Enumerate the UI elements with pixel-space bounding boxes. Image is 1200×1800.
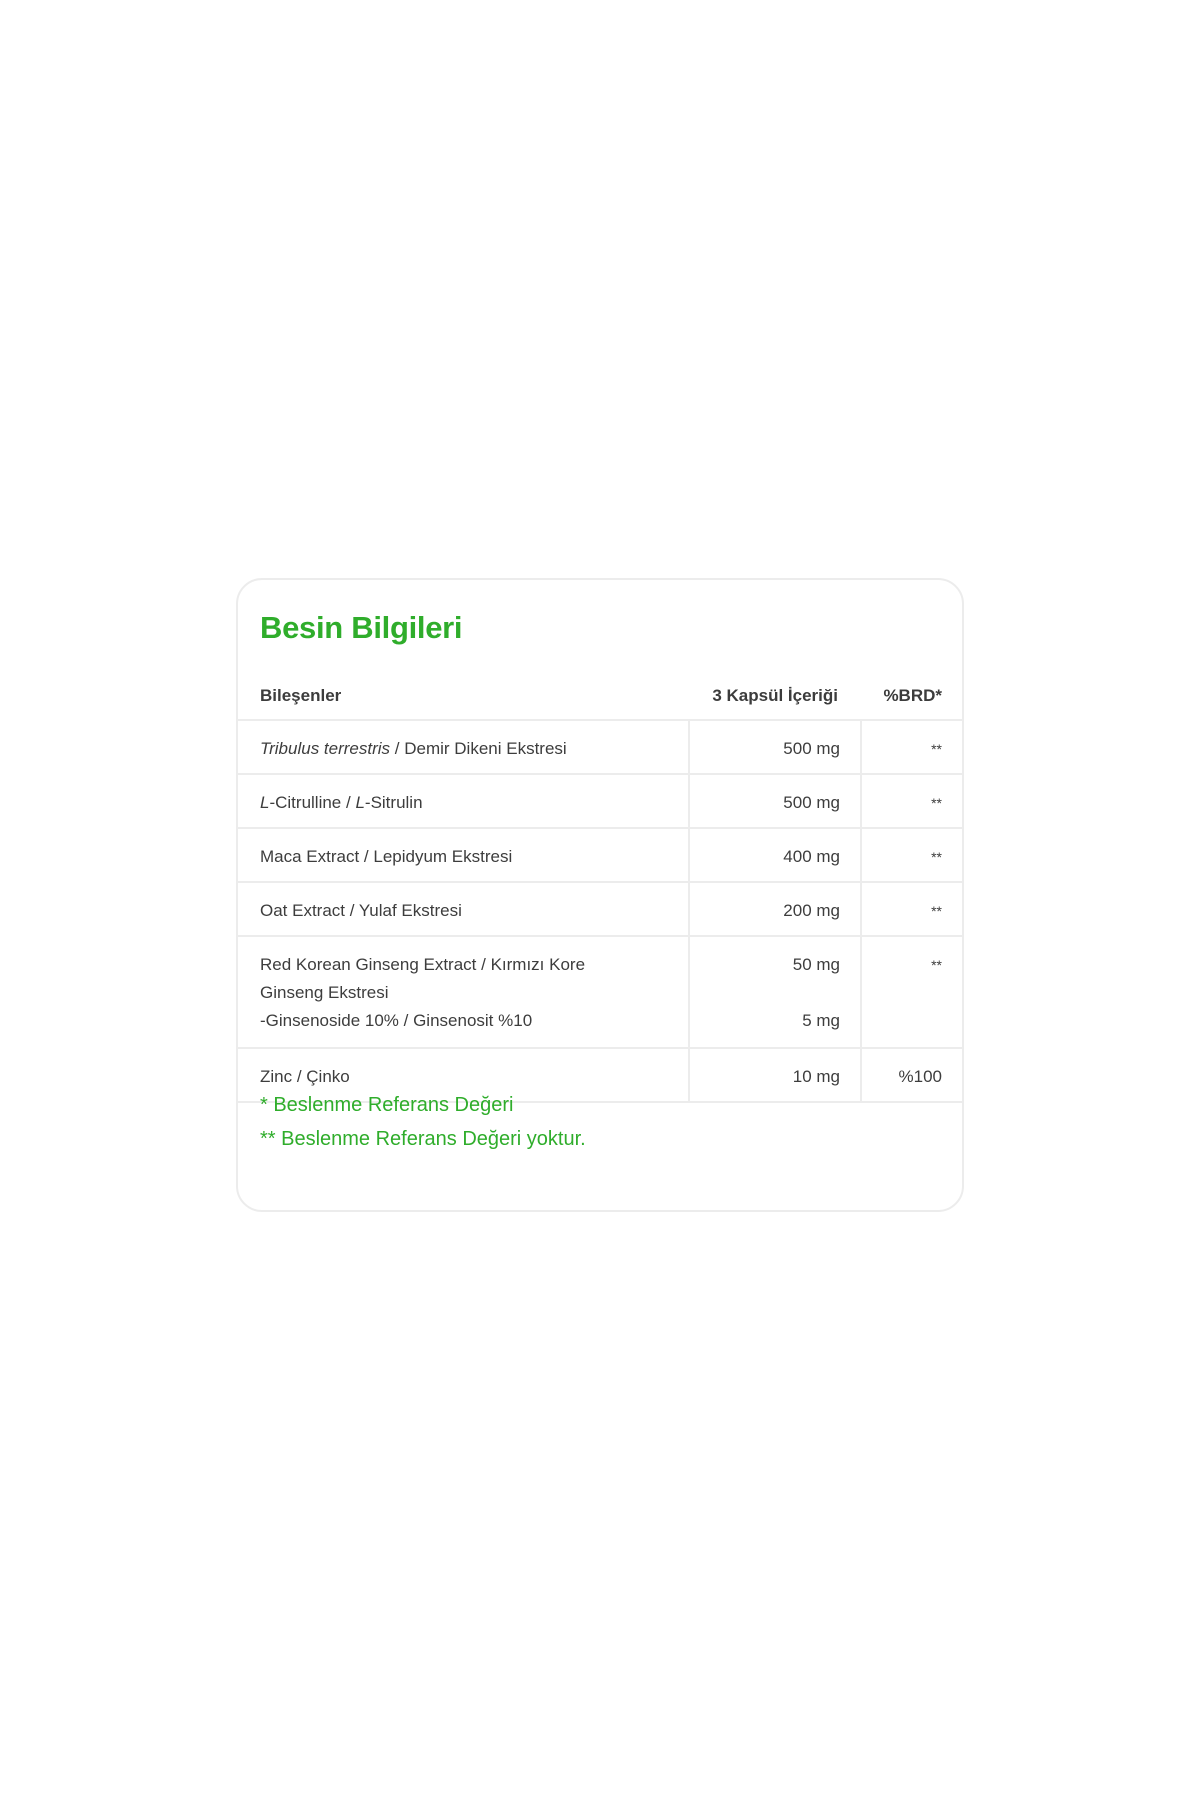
ingredient-amount-sub: 5 mg [802,1011,840,1030]
footnote-brd: * Beslenme Referans Değeri [260,1094,514,1116]
table-row [238,720,962,774]
header-amount: 3 Kapsül İçeriği [712,686,838,705]
ingredient-name-line: Red Korean Ginseng Extract / Kırmızı Kore [260,955,586,974]
header-ingredients: Bileşenler [260,686,342,705]
footnote-no-brd: ** Beslenme Referans Değeri yoktur. [260,1128,586,1150]
ingredient-brd: ** [861,828,962,882]
table-row [238,774,962,828]
ingredient-brd: %100 [861,1048,962,1102]
table-row [238,828,962,882]
ingredient-name: Maca Extract / Lepidyum Ekstresi [238,828,689,882]
ingredient-amount: 10 mg [689,1048,861,1102]
nutrition-table [238,719,962,1103]
table-row [238,882,962,936]
table-row [238,936,962,1048]
ingredient-brd: ** [861,720,962,774]
table-header [238,676,962,716]
ingredient-amount [689,936,861,1048]
ingredient-name-line: -Ginsenoside 10% / Ginsenosit %10 [260,1011,533,1030]
ingredient-name: L-Citrulline / L-Sitrulin [238,774,689,828]
ingredient-brd: ** [861,774,962,828]
card-title: Besin Bilgileri [260,610,463,645]
ingredient-name [238,936,689,1048]
ingredient-name: Zinc / Çinko [238,1048,689,1102]
ingredient-amount: 500 mg [689,774,861,828]
ingredient-name: Oat Extract / Yulaf Ekstresi [238,882,689,936]
header-brd: %BRD* [883,686,942,705]
footnotes [260,1088,586,1156]
ingredient-amount-main: 50 mg [792,955,840,974]
ingredient-amount: 500 mg [689,720,861,774]
ingredient-name: Tribulus terrestris / Demir Dikeni Ekstresi [238,720,689,774]
nutrition-info-card [236,578,964,1212]
ingredient-brd: ** [861,936,962,1048]
ingredient-amount: 200 mg [689,882,861,936]
ingredient-brd: ** [861,882,962,936]
ingredient-name-line: Ginseng Ekstresi [260,983,389,1002]
ingredient-amount: 400 mg [689,828,861,882]
